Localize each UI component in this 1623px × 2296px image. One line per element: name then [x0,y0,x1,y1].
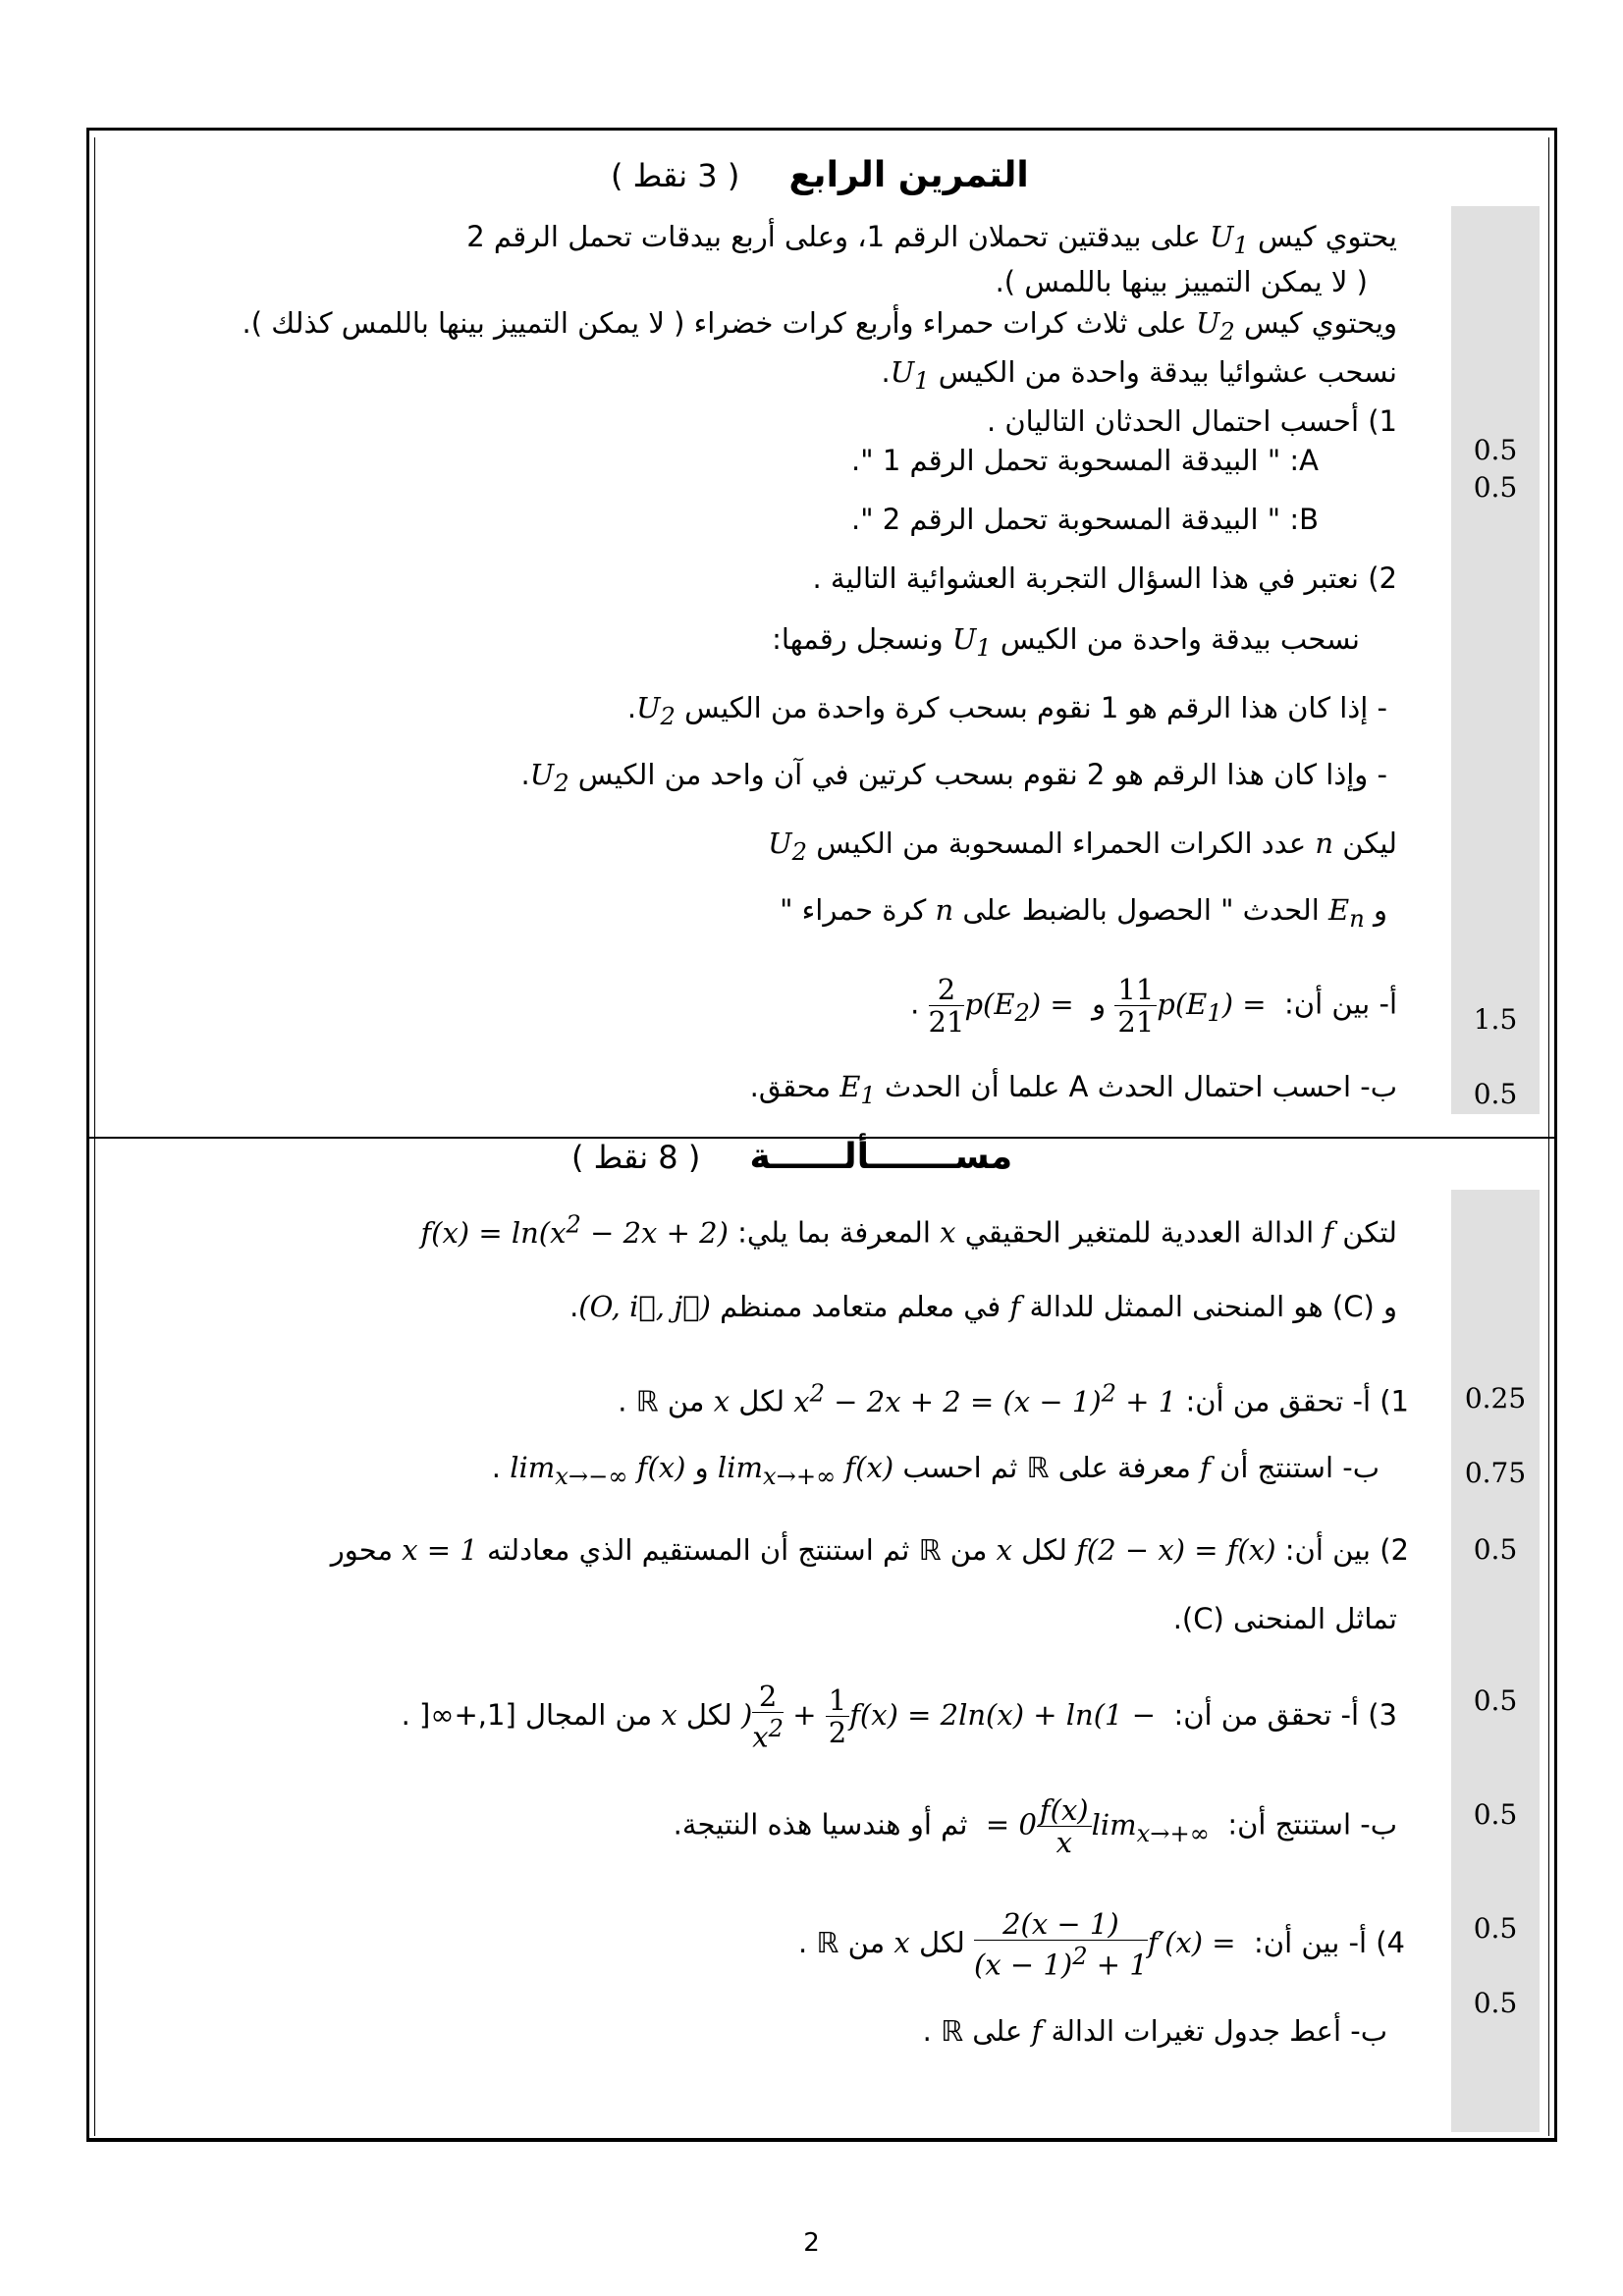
score-prob-1a: 0.25 [1464,1382,1527,1415]
ex4-q2a: أ- بين أن: $p(E_1)$ = $\frac{11}{21}$ و $p(E_2)$ = $\frac{2}{21}$ . [910,973,1397,1039]
math-u1: $U_1$ [1209,220,1249,259]
prob-q3b: ب- استنتج أن: $\lim_{x\to+\infty}$ $\frac{f(x)}{x}$ = 0 ثم أو هندسيا هذه النتيجة. [673,1793,1397,1859]
exercise4-heading [611,155,1029,195]
score-prob-4b: 0.5 [1473,1987,1518,2019]
ex4-q2b: ب- احسب احتمال الحدث A علما أن الحدث $E_1$ محقق. [749,1070,1397,1109]
problem-title: مســـــــألــــــة [749,1137,1013,1177]
ex4-def-n: ليكن n عدد الكرات الحمراء المسحوبة من الكيس $U_2$ [768,827,1397,866]
math-u2: $U_2$ [1195,306,1235,346]
ex4-line-4: نسحب عشوائيا بيدقة واحدة من الكيس $U_1$. [881,355,1397,395]
score-prob-3b: 0.5 [1473,1798,1518,1831]
score-prob-4a: 0.5 [1473,1912,1518,1945]
exercise4-points: ( 3 نقط ) [611,157,740,194]
ex4-event-b: B: " البيدقة المسحوبة تحمل الرقم 2 ". [850,503,1319,536]
ex4-case-1: - إذا كان هذا الرقم هو 1 نقوم بسحب كرة واحدة من الكيس $U_2$. [626,691,1387,730]
ex4-line-2: ( لا يمكن التمييز بينها باللمس ). [995,265,1368,298]
score-ex4-a: 0.5 [1473,434,1518,466]
score-ex4-2a: 1.5 [1473,1003,1518,1036]
score-prob-2: 0.5 [1473,1533,1518,1566]
score-ex4-2b: 0.5 [1473,1078,1518,1110]
ex4-q1: 1) أحسب احتمال الحدثان التاليان . [986,404,1397,438]
prob-q2: 2) بين أن: f(2 − x) = f(x) لكل x من ℝ ثم استنتج أن المستقيم الذي معادلته x = 1 محور [330,1533,1409,1567]
exercise4-title: التمرين الرابع [788,155,1029,195]
ex4-q2: 2) نعتبر في هذا السؤال التجربة العشوائية التالية . [812,561,1397,595]
prob-q4b: ب- أعط جدول تغيرات الدالة f على ℝ . [922,2014,1387,2048]
ex4-event-a: A: " البيدقة المسحوبة تحمل الرقم 1 ". [851,444,1319,477]
prob-q1b: ب- استنتج أن f معرفة على ℝ ثم احسب $\lim_{x\to+\infty} f(x)$ و $\lim_{x\to-\infty} f(x)$ . [491,1451,1380,1490]
prob-q2-cont: تماثل المنحنى (C). [1172,1602,1397,1635]
problem-points: ( 8 نقط ) [571,1139,701,1176]
prob-q3a: 3) أ- تحقق من أن: f(x) = 2ln(x) + ln(1 − $\frac{1}{2}$ + $\frac{2}{x^2}$ ) لكل x من المجال [1,+∞[ . [401,1680,1397,1754]
prob-q1a: 1) أ- تحقق من أن: $x^2 - 2x + 2 = (x - 1)^2 + 1$ لكل x من ℝ . [618,1379,1409,1418]
problem-heading [571,1137,1012,1177]
ex4-line-1: يحتوي كيس $U_1$ على بيدقتين تحملان الرقم 1، وعلى أربع بيدقات تحمل الرقم 2 [466,220,1397,259]
score-prob-1b: 0.75 [1464,1457,1527,1489]
ex4-case-2: - وإذا كان هذا الرقم هو 2 نقوم بسحب كرتين في آن واحد من الكيس $U_2$. [520,758,1387,797]
prob-def: لتكن f الدالة العددية للمتغير الحقيقي x المعرفة بما يلي: $f(x) = \ln(x^2 - 2x + 2)$ [420,1210,1397,1250]
page-number: 2 [803,2228,820,2258]
score-ex4-b: 0.5 [1473,471,1518,504]
score-prob-3a: 0.5 [1473,1684,1518,1717]
prob-curve: و (C) هو المنحنى الممثل للدالة f في معلم متعامد ممنظم (O, i⃗, j⃗). [569,1290,1397,1323]
score-column-ex4 [1451,206,1540,1114]
ex4-q2-text: نسحب بيدقة واحدة من الكيس $U_1$ ونسجل رقمها: [772,622,1360,662]
ex4-line-3: ويحتوي كيس $U_2$ على ثلاث كرات حمراء وأربع كرات خضراء ( لا يمكن التمييز بينها باللمس كذلك ). [242,306,1397,346]
ex4-def-en: و $E_n$ الحدث " الحصول بالضبط على n كرة حمراء " [780,893,1387,933]
prob-q4a: 4) أ- بين أن: f′(x) = $\frac{2(x - 1)}{(x - 1)^2 + 1}$ لكل x من ℝ . [797,1907,1405,1982]
